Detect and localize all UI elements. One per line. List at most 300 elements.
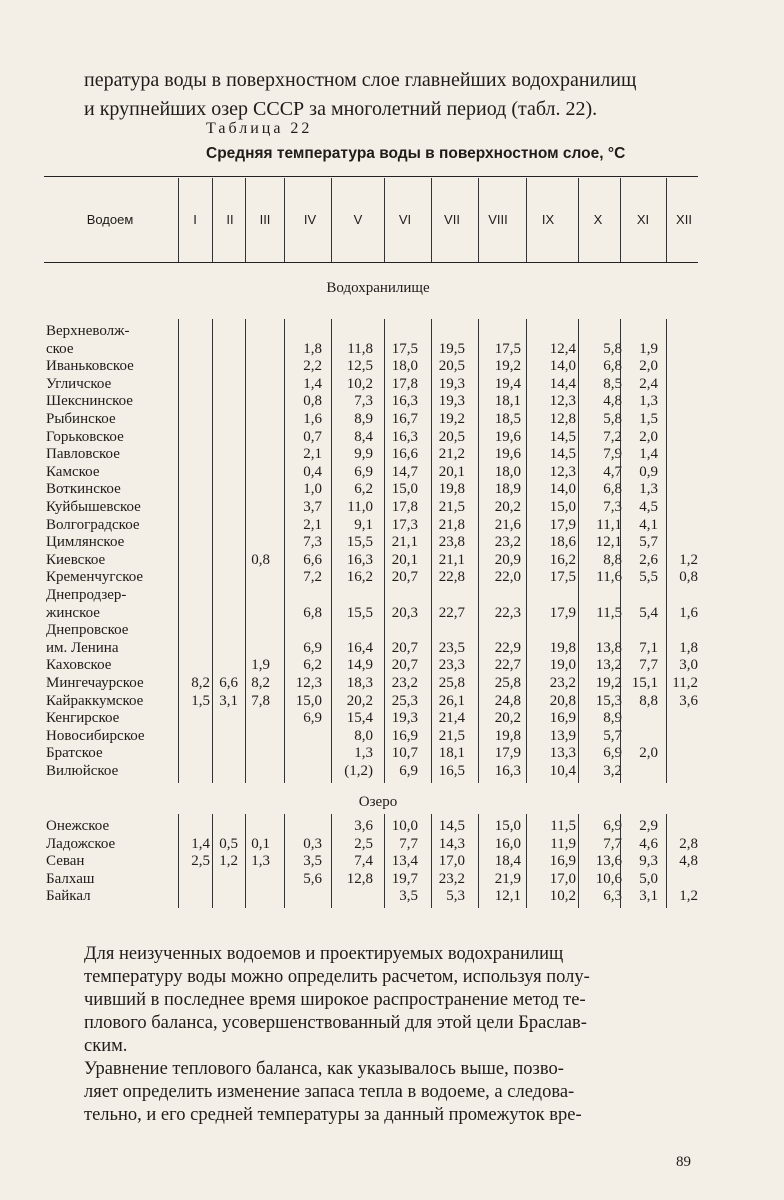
table-cell: 12,4	[549, 340, 576, 357]
table-cell: 23,2	[494, 534, 521, 551]
body-column-divider	[284, 814, 285, 908]
table-cell: 20,5	[438, 428, 465, 445]
table-cell: 16,3	[346, 551, 373, 568]
table-cell: 21,5	[438, 499, 465, 515]
header-column-divider	[178, 178, 179, 262]
row-name: Новосибирское	[46, 727, 145, 744]
table-cell: 1,9	[251, 657, 270, 674]
table-cell: 6,9	[303, 710, 322, 727]
table-cell: 5,7	[639, 534, 658, 551]
table-cell: 19,6	[494, 428, 521, 445]
row-name: Камское	[46, 463, 100, 480]
table-cell: 5,3	[446, 888, 465, 905]
table-cell: 1,2	[679, 888, 698, 905]
table-cell: 0,5	[219, 835, 238, 852]
row-name: Куйбышевское	[46, 499, 141, 515]
table-cell: 20,8	[549, 692, 576, 709]
table-cell: 18,9	[494, 481, 521, 498]
table-cell: 15,0	[391, 481, 418, 498]
table-cell: 10,4	[549, 763, 576, 779]
table-cell: 15,0	[549, 499, 576, 515]
table-cell: 24,8	[494, 692, 521, 709]
table-cell: 7,7	[399, 835, 418, 852]
table-cell: 6,2	[303, 657, 322, 674]
table-cell: 23,2	[438, 870, 465, 887]
table-cell: 20,1	[438, 463, 465, 480]
table-cell: (1,2)	[344, 763, 373, 779]
table-cell: 20,7	[391, 657, 418, 674]
table-cell: 19,3	[391, 710, 418, 727]
table-cell: 5,6	[303, 870, 322, 887]
table-cell: 6,9	[399, 763, 418, 779]
table-cell: 14,5	[549, 446, 576, 463]
body-column-divider	[178, 814, 179, 908]
header-column-divider	[620, 178, 621, 262]
table-cell: 16,3	[391, 428, 418, 445]
row-name: Горьковское	[46, 428, 124, 445]
table-cell: 11,6	[596, 569, 622, 586]
body-column-divider	[331, 814, 332, 908]
table-cell: 18,5	[494, 411, 521, 427]
table-cell: 7,7	[639, 657, 658, 674]
table-cell: 0,1	[251, 835, 270, 852]
table-cell: 8,8	[603, 551, 622, 568]
table-cell: 19,4	[494, 375, 521, 392]
row-name: Волгоградское	[46, 516, 140, 533]
table-cell: 15,5	[346, 534, 373, 551]
outro-line: чивший в последнее время широкое распространение метод те-	[84, 990, 586, 1010]
header-cell-month: II	[226, 212, 234, 227]
table-cell: 19,3	[438, 375, 465, 392]
table-cell: 23,3	[438, 657, 465, 674]
body-column-divider	[384, 814, 385, 908]
table-cell: 19,5	[438, 340, 465, 357]
table-cell: 18,1	[438, 745, 465, 762]
table-cell: 17,5	[549, 569, 576, 586]
table-cell: 11,9	[550, 835, 576, 852]
body-column-divider	[578, 814, 579, 908]
header-column-divider	[384, 178, 385, 262]
table-cell: 20,9	[494, 551, 521, 568]
body-column-divider	[245, 319, 246, 783]
outro-line: ляет определить изменение запаса тепла в водоеме, а следова-	[84, 1082, 575, 1102]
table-cell: 18,3	[346, 675, 373, 691]
table-cell: 1,2	[679, 551, 698, 568]
table-cell: 8,9	[603, 710, 622, 727]
table-cell: 7,2	[603, 428, 622, 445]
table-cell: 2,6	[639, 551, 658, 568]
body-column-divider	[212, 814, 213, 908]
table-cell: 25,8	[494, 675, 521, 691]
row-name: ское	[46, 340, 74, 357]
table-cell: 19,6	[494, 446, 521, 463]
table-cell: 2,4	[639, 375, 658, 392]
row-name: Балхаш	[46, 870, 95, 887]
table-cell: 19,8	[494, 727, 521, 744]
table-cell: 19,2	[595, 675, 622, 691]
outro-line: Уравнение теплового баланса, как указывалось выше, позво-	[84, 1059, 564, 1079]
table-cell: 9,1	[354, 516, 373, 533]
table-cell: 14,0	[549, 481, 576, 498]
table-cell: 3,7	[303, 499, 322, 515]
table-cell: 7,2	[303, 569, 322, 586]
table-cell: 1,2	[219, 853, 238, 870]
table-cell: 1,8	[303, 340, 322, 357]
table-cell: 14,0	[549, 358, 576, 375]
table-cell: 2,0	[639, 428, 658, 445]
table-cell: 1,5	[639, 411, 658, 427]
table-cell: 1,3	[251, 853, 270, 870]
table-cell: 16,5	[438, 763, 465, 779]
table-cell: 13,6	[595, 853, 622, 870]
table-cell: 17,5	[391, 340, 418, 357]
table-cell: 22,0	[494, 569, 521, 586]
table-cell: 16,3	[391, 393, 418, 410]
table-cell: 8,2	[191, 675, 210, 691]
table-cell: 0,8	[679, 569, 698, 586]
table-cell: 8,2	[251, 675, 270, 691]
table-cell: 9,3	[639, 853, 658, 870]
table-cell: 21,9	[494, 870, 521, 887]
table-cell: 16,3	[494, 763, 521, 779]
row-name: Воткинское	[46, 481, 121, 498]
table-cell: 14,3	[438, 835, 465, 852]
table-cell: 10,0	[391, 818, 418, 834]
table-cell: 22,7	[438, 604, 465, 621]
table-cell: 20,3	[391, 604, 418, 621]
body-column-divider	[431, 319, 432, 783]
body-column-divider	[431, 814, 432, 908]
header-column-divider	[331, 178, 332, 262]
table-cell: 1,4	[191, 835, 210, 852]
table-cell: 6,9	[603, 818, 622, 834]
header-cell-month: VII	[444, 212, 460, 227]
row-name: Братское	[46, 745, 103, 762]
table-cell: 4,7	[603, 463, 622, 480]
table-cell: 1,0	[303, 481, 322, 498]
table-cell: 20,7	[391, 639, 418, 656]
table-cell: 18,4	[494, 853, 521, 870]
table-cell: 6,9	[303, 639, 322, 656]
table-cell: 4,6	[639, 835, 658, 852]
table-cell: 3,5	[399, 888, 418, 905]
table-cell: 18,6	[549, 534, 576, 551]
table-cell: 8,0	[354, 727, 373, 744]
header-cell-month: V	[353, 212, 363, 227]
body-column-divider	[245, 814, 246, 908]
table-cell: 20,7	[391, 569, 418, 586]
table-cell: 17,9	[549, 516, 576, 533]
body-column-divider	[526, 814, 527, 908]
section-title: Озеро	[358, 794, 398, 810]
table-cell: 0,8	[251, 551, 270, 568]
table-cell: 22,8	[438, 569, 465, 586]
table-cell: 20,1	[391, 551, 418, 568]
table-cell: 17,9	[494, 745, 521, 762]
table-cell: 17,8	[391, 375, 418, 392]
table-cell: 7,1	[639, 639, 658, 656]
row-name: Кенгирское	[46, 710, 120, 727]
table-cell: 21,8	[438, 516, 465, 533]
body-column-divider	[478, 319, 479, 783]
table-cell: 16,0	[494, 835, 521, 852]
table-cell: 0,7	[303, 428, 322, 445]
table-cell: 2,0	[639, 358, 658, 375]
table-cell: 11,5	[596, 604, 622, 621]
table-cell: 2,9	[639, 818, 658, 834]
table-cell: 12,1	[595, 534, 622, 551]
table-cell: 20,2	[494, 499, 521, 515]
row-name: Мингечаурское	[46, 675, 144, 691]
table-cell: 13,4	[391, 853, 418, 870]
table-cell: 14,4	[549, 375, 576, 392]
header-cell-month: XI	[636, 212, 650, 227]
table-cell: 11,2	[672, 675, 698, 691]
body-column-divider	[620, 814, 621, 908]
table-cell: 25,3	[391, 692, 418, 709]
body-column-divider	[384, 319, 385, 783]
table-cell: 14,9	[346, 657, 373, 674]
table-cell: 2,8	[679, 835, 698, 852]
table-cell: 16,4	[346, 639, 373, 656]
table-cell: 10,6	[595, 870, 622, 887]
outro-line: тельно, и его средней температуры за данный промежуток вре-	[84, 1105, 582, 1125]
body-column-divider	[666, 814, 667, 908]
table-cell: 8,5	[603, 375, 622, 392]
table-cell: 0,4	[303, 463, 322, 480]
table-cell: 7,3	[303, 534, 322, 551]
page-number: 89	[676, 1154, 691, 1170]
table-cell: 4,8	[603, 393, 622, 410]
table-cell: 4,5	[639, 499, 658, 515]
intro-paragraph	[84, 66, 708, 124]
table-cell: 3,2	[603, 763, 622, 779]
outro-line: температуру воды можно определить расчетом, используя полу-	[84, 967, 590, 987]
table-cell: 7,8	[251, 692, 270, 709]
table-cell: 15,0	[295, 692, 322, 709]
table-cell: 15,3	[595, 692, 622, 709]
table-cell: 2,1	[303, 446, 322, 463]
table-cell: 22,9	[494, 639, 521, 656]
table-cell: 16,2	[346, 569, 373, 586]
table-cell: 10,2	[346, 375, 373, 392]
table-cell: 17,0	[438, 853, 465, 870]
table-cell: 13,2	[595, 657, 622, 674]
table-cell: 11,0	[347, 499, 373, 515]
header-column-divider	[478, 178, 479, 262]
table-cell: 23,2	[391, 675, 418, 691]
header-column-divider	[431, 178, 432, 262]
table-cell: 3,6	[679, 692, 698, 709]
table-cell: 8,9	[354, 411, 373, 427]
table-cell: 16,7	[391, 411, 418, 427]
table-cell: 2,0	[639, 745, 658, 762]
table-cell: 11,5	[550, 818, 576, 834]
table-cell: 15,4	[346, 710, 373, 727]
table-cell: 6,2	[354, 481, 373, 498]
row-name: Цимлянское	[46, 534, 125, 551]
outro-line: Для неизученных водоемов и проектируемых водохранилищ	[84, 944, 564, 964]
table-cell: 12,5	[346, 358, 373, 375]
table-cell: 10,7	[391, 745, 418, 762]
table-cell: 26,1	[438, 692, 465, 709]
table-cell: 16,9	[391, 727, 418, 744]
row-name: Ладожское	[46, 835, 116, 852]
table-cell: 18,0	[494, 463, 521, 480]
table-label: Таблица 22	[206, 120, 313, 137]
table-cell: 12,8	[346, 870, 373, 887]
table-cell: 21,5	[438, 727, 465, 744]
table-cell: 14,5	[438, 818, 465, 834]
body-column-divider	[526, 319, 527, 783]
table-cell: 5,7	[603, 727, 622, 744]
row-name: Угличское	[46, 375, 112, 392]
table-cell: 19,3	[438, 393, 465, 410]
outro-line: ским.	[84, 1036, 128, 1056]
table-cell: 6,9	[354, 463, 373, 480]
table-cell: 17,5	[494, 340, 521, 357]
table-cell: 3,1	[219, 692, 238, 709]
row-name: Кременчугское	[46, 569, 144, 586]
table-cell: 14,5	[549, 428, 576, 445]
row-name: жинское	[46, 604, 100, 621]
table-cell: 9,9	[354, 446, 373, 463]
body-column-divider	[478, 814, 479, 908]
table-cell: 19,2	[494, 358, 521, 375]
header-column-divider	[578, 178, 579, 262]
table-cell: 4,1	[639, 516, 658, 533]
table-cell: 7,9	[603, 446, 622, 463]
table-cell: 11,1	[596, 516, 622, 533]
table-cell: 5,4	[639, 604, 658, 621]
table-cell: 25,8	[438, 675, 465, 691]
table-cell: 7,4	[354, 853, 373, 870]
header-cell-month: X	[593, 212, 603, 227]
body-column-divider	[620, 319, 621, 783]
table-cell: 3,6	[354, 818, 373, 834]
table-cell: 20,2	[346, 692, 373, 709]
table-cell: 5,8	[603, 411, 622, 427]
table-cell: 7,3	[354, 393, 373, 410]
table-cell: 19,8	[438, 481, 465, 498]
table-cell: 21,1	[391, 534, 418, 551]
header-cell-month: IV	[303, 212, 317, 227]
table-cell: 18,1	[494, 393, 521, 410]
table-cell: 18,0	[391, 358, 418, 375]
table-cell: 2,1	[303, 516, 322, 533]
header-cell-month: VI	[398, 212, 412, 227]
table-top-rule	[44, 176, 698, 177]
table-cell: 23,5	[438, 639, 465, 656]
table-cell: 1,4	[639, 446, 658, 463]
table-cell: 8,8	[639, 692, 658, 709]
table-cell: 16,9	[549, 710, 576, 727]
header-cell-month: XII	[676, 212, 692, 227]
table-cell: 21,1	[438, 551, 465, 568]
table-cell: 23,8	[438, 534, 465, 551]
intro-line: и крупнейших озер СССР за многолетний период (табл. 22).	[84, 98, 598, 120]
table-cell: 3,0	[679, 657, 698, 674]
body-column-divider	[666, 319, 667, 783]
table-cell: 21,6	[494, 516, 521, 533]
table-cell: 1,8	[679, 639, 698, 656]
table-cell: 20,2	[494, 710, 521, 727]
table-cell: 6,9	[603, 745, 622, 762]
row-name: им. Ленина	[46, 639, 119, 656]
row-name: Севан	[46, 853, 85, 870]
table-cell: 17,0	[549, 870, 576, 887]
table-cell: 13,3	[549, 745, 576, 762]
row-name: Кайраккумское	[46, 692, 144, 709]
table-cell: 6,8	[603, 481, 622, 498]
body-column-divider	[212, 319, 213, 783]
header-column-divider	[284, 178, 285, 262]
body-column-divider	[178, 319, 179, 783]
intro-line: пература воды в поверхностном слое главнейших водохранилищ	[84, 69, 637, 91]
body-column-divider	[331, 319, 332, 783]
row-name: Днепродзер-	[46, 587, 127, 603]
outro-paragraph	[84, 943, 708, 1127]
table-cell: 7,7	[603, 835, 622, 852]
table-cell: 0,3	[303, 835, 322, 852]
row-name: Вилюйское	[46, 763, 119, 779]
table-cell: 22,7	[494, 657, 521, 674]
table-cell: 12,1	[494, 888, 521, 905]
table-cell: 2,5	[191, 853, 210, 870]
table-cell: 17,9	[549, 604, 576, 621]
section-title: Водохранилище	[326, 280, 430, 296]
table-cell: 1,6	[679, 604, 698, 621]
table-cell: 12,8	[549, 411, 576, 427]
table-cell: 1,3	[639, 393, 658, 410]
table-cell: 1,6	[303, 411, 322, 427]
row-name: Шекснинское	[46, 393, 133, 410]
table-cell: 3,5	[303, 853, 322, 870]
table-cell: 6,8	[603, 358, 622, 375]
table-cell: 5,8	[603, 340, 622, 357]
table-cell: 6,6	[303, 551, 322, 568]
table-cell: 1,9	[639, 340, 658, 357]
table-cell: 1,5	[191, 692, 210, 709]
table-cell: 19,8	[549, 639, 576, 656]
row-name: Байкал	[46, 888, 91, 905]
table-cell: 1,3	[639, 481, 658, 498]
table-cell: 20,5	[438, 358, 465, 375]
table-cell: 3,1	[639, 888, 658, 905]
row-name: Верхневолж-	[46, 323, 130, 339]
body-column-divider	[578, 319, 579, 783]
header-column-divider	[666, 178, 667, 262]
table-cell: 4,8	[679, 853, 698, 870]
table-header-rule	[44, 262, 698, 263]
table-cell: 19,2	[438, 411, 465, 427]
table-cell: 15,1	[631, 675, 658, 691]
table-cell: 12,3	[549, 463, 576, 480]
table-cell: 22,3	[494, 604, 521, 621]
table-cell: 11,8	[347, 340, 373, 357]
row-name: Онежское	[46, 818, 110, 834]
row-name: Днепровское	[46, 622, 129, 639]
table-cell: 15,5	[346, 604, 373, 621]
table-cell: 21,4	[438, 710, 465, 727]
row-name: Павловское	[46, 446, 120, 463]
table-cell: 7,3	[603, 499, 622, 515]
table-cell: 6,8	[303, 604, 322, 621]
table-cell: 16,9	[549, 853, 576, 870]
table-cell: 2,2	[303, 358, 322, 375]
table-cell: 5,0	[639, 870, 658, 887]
table-cell: 19,0	[549, 657, 576, 674]
